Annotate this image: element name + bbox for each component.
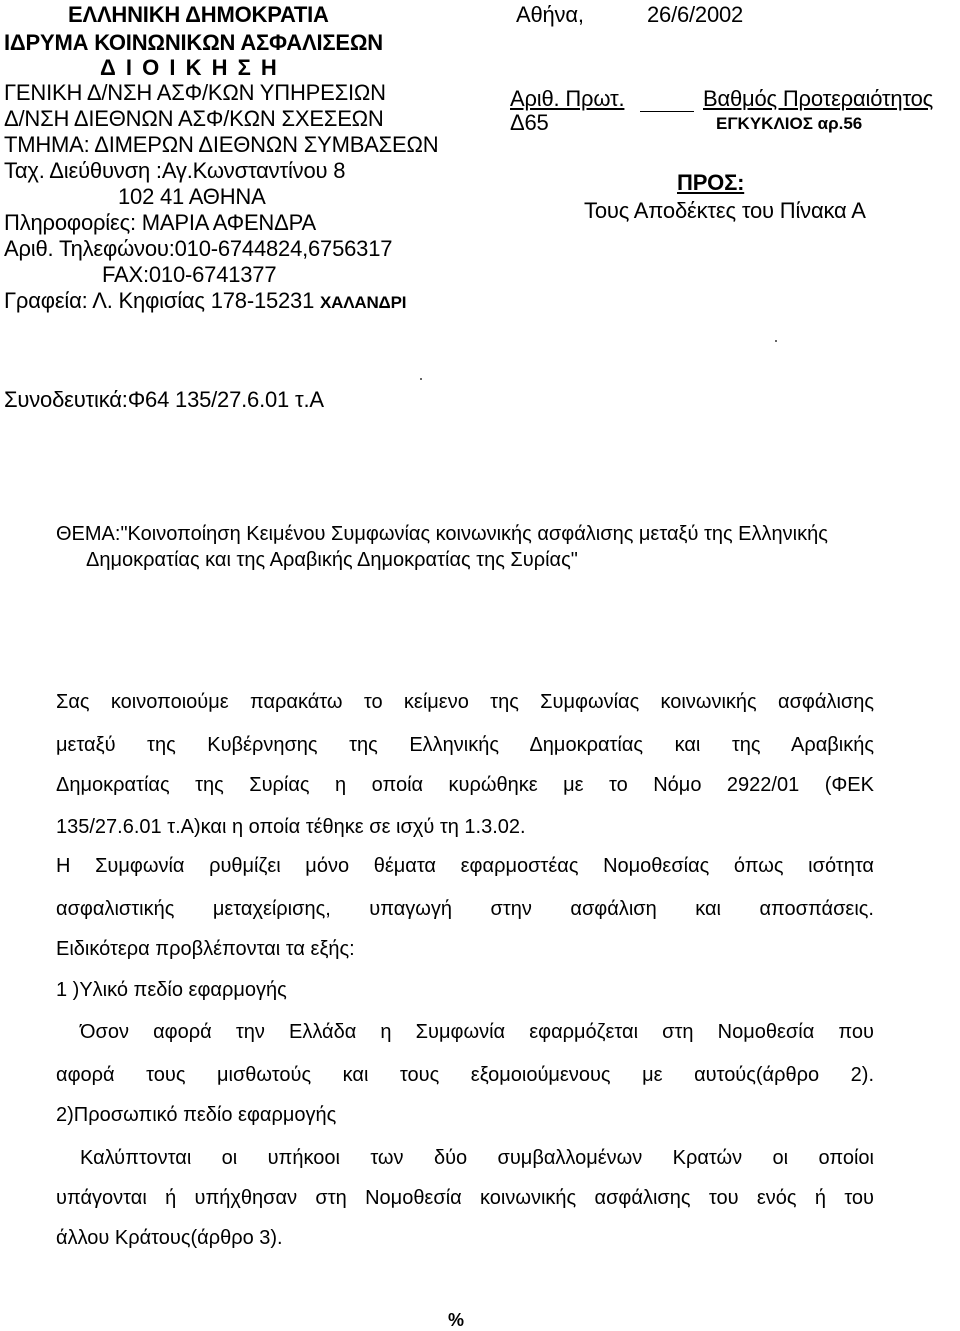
department: ΤΜΗΜΑ: ΔΙΜΕΡΩΝ ΔΙΕΘΝΩΝ ΣΥΜΒΑΣΕΩΝ — [4, 132, 439, 157]
page-continuation-mark: % — [448, 1310, 465, 1330]
offices-area: ΧΑΛΑΝΔΡΙ — [320, 293, 407, 312]
section-2-line-1: Καλύπτονται οι υπήκοοι των δύο συμβαλλομένων Κρατών οι οποίοι — [80, 1147, 874, 1169]
subject-line-1: ΘΕΜΑ:"Κοινοποίηση Κειμένου Συμφωνίας κοινωνικής ασφάλισης μεταξύ της Ελληνικής — [56, 523, 828, 545]
administration-label: Δ Ι Ο Ι Κ Η Σ Η — [100, 55, 279, 80]
protocol-number: Δ65 — [510, 110, 549, 135]
place-label: Αθήνα, — [516, 2, 584, 27]
section-1-line-1: Όσον αφορά την Ελλάδα η Συμφωνία εφαρμόζεται στη Νομοθεσία που — [80, 1021, 874, 1043]
paragraph-1-line-2: μεταξύ της Κυβέρνησης της Ελληνικής Δημοκρατίας και της Αραβικής — [56, 734, 874, 756]
section-2-line-3: άλλου Κράτους(άρθρο 3). — [56, 1227, 283, 1249]
fax-number: FAX:010-6741377 — [102, 262, 277, 287]
directorate: Δ/ΝΣΗ ΔΙΕΘΝΩΝ ΑΣΦ/ΚΩΝ ΣΧΕΣΕΩΝ — [4, 106, 384, 131]
circular-number: ΕΓΚΥΚΛΙΟΣ αρ.56 — [716, 114, 863, 133]
section-2-line-2: υπάγονται ή υπήχθησαν στη Νομοθεσία κοινωνικής ασφάλισης του ενός ή του — [56, 1187, 874, 1209]
republic-name: ΕΛΛΗΝΙΚΗ ΔΗΜΟΚΡΑΤΙΑ — [68, 2, 329, 27]
recipients: Τους Αποδέκτες του Πίνακα Α — [584, 198, 866, 223]
scan-speck — [420, 378, 422, 380]
section-1-line-2: αφορά τους μισθωτούς και τους εξομοιούμενους με αυτούς(άρθρο 2). — [56, 1064, 874, 1086]
paragraph-2-line-3: Ειδικότερα προβλέπονται τα εξής: — [56, 938, 355, 960]
paragraph-1-line-1: Σας κοινοποιούμε παρακάτω το κείμενο της Συμφωνίας κοινωνικής ασφάλισης — [56, 691, 874, 713]
paragraph-1-line-4: 135/27.6.01 τ.Α)και η οποία τέθηκε σε ισχύ τη 1.3.02. — [56, 816, 526, 838]
offices-street: Γραφεία: Λ. Κηφισίας 178-15231 — [4, 288, 321, 313]
paragraph-2-line-1: Η Συμφωνία ρυθμίζει μόνο θέματα εφαρμοστέας Νομοθεσίας όπως ισότητα — [56, 855, 874, 877]
recipients-label: ΠΡΟΣ: — [677, 170, 745, 195]
phone-number: Αριθ. Τηλεφώνου:010-6744824,6756317 — [4, 236, 393, 261]
offices-address — [4, 288, 406, 316]
priority-label: Βαθμός Προτεραιότητος — [703, 86, 934, 111]
attachments: Συνοδευτικά:Φ64 135/27.6.01 τ.Α — [4, 387, 324, 412]
section-1-title: 1 )Υλικό πεδίο εφαρμογής — [56, 979, 287, 1001]
subject-line-2: Δημοκρατίας και της Αραβικής Δημοκρατίας της Συρίας" — [86, 549, 578, 571]
paragraph-1-line-3: Δημοκρατίας της Συρίας η οποία κυρώθηκε με το Νόμο 2922/01 (ΦΕΚ — [56, 774, 874, 796]
scan-speck — [775, 340, 777, 342]
protocol-label: Αριθ. Πρωτ. — [510, 86, 625, 111]
contact-person: Πληροφορίες: ΜΑΡΙΑ ΑΦΕΝΔΡΑ — [4, 210, 316, 235]
protocol-underline — [640, 111, 694, 112]
general-directorate: ΓΕΝΙΚΗ Δ/ΝΣΗ ΑΣΦ/ΚΩΝ ΥΠΗΡΕΣΙΩΝ — [4, 80, 386, 105]
document-date: 26/6/2002 — [647, 2, 744, 27]
institute-name: ΙΔΡΥΜΑ ΚΟΙΝΩΝΙΚΩΝ ΑΣΦΑΛΙΣΕΩΝ — [4, 30, 383, 55]
section-2-title: 2)Προσωπικό πεδίο εφαρμογής — [56, 1104, 337, 1126]
paragraph-2-line-2: ασφαλιστικής μεταχείρισης, υπαγωγή στην ασφάλιση και αποσπάσεις. — [56, 898, 874, 920]
postcode-city: 102 41 ΑΘΗΝΑ — [118, 184, 266, 209]
address: Ταχ. Διεύθυνση :Αγ.Κωνσταντίνου 8 — [4, 158, 346, 183]
